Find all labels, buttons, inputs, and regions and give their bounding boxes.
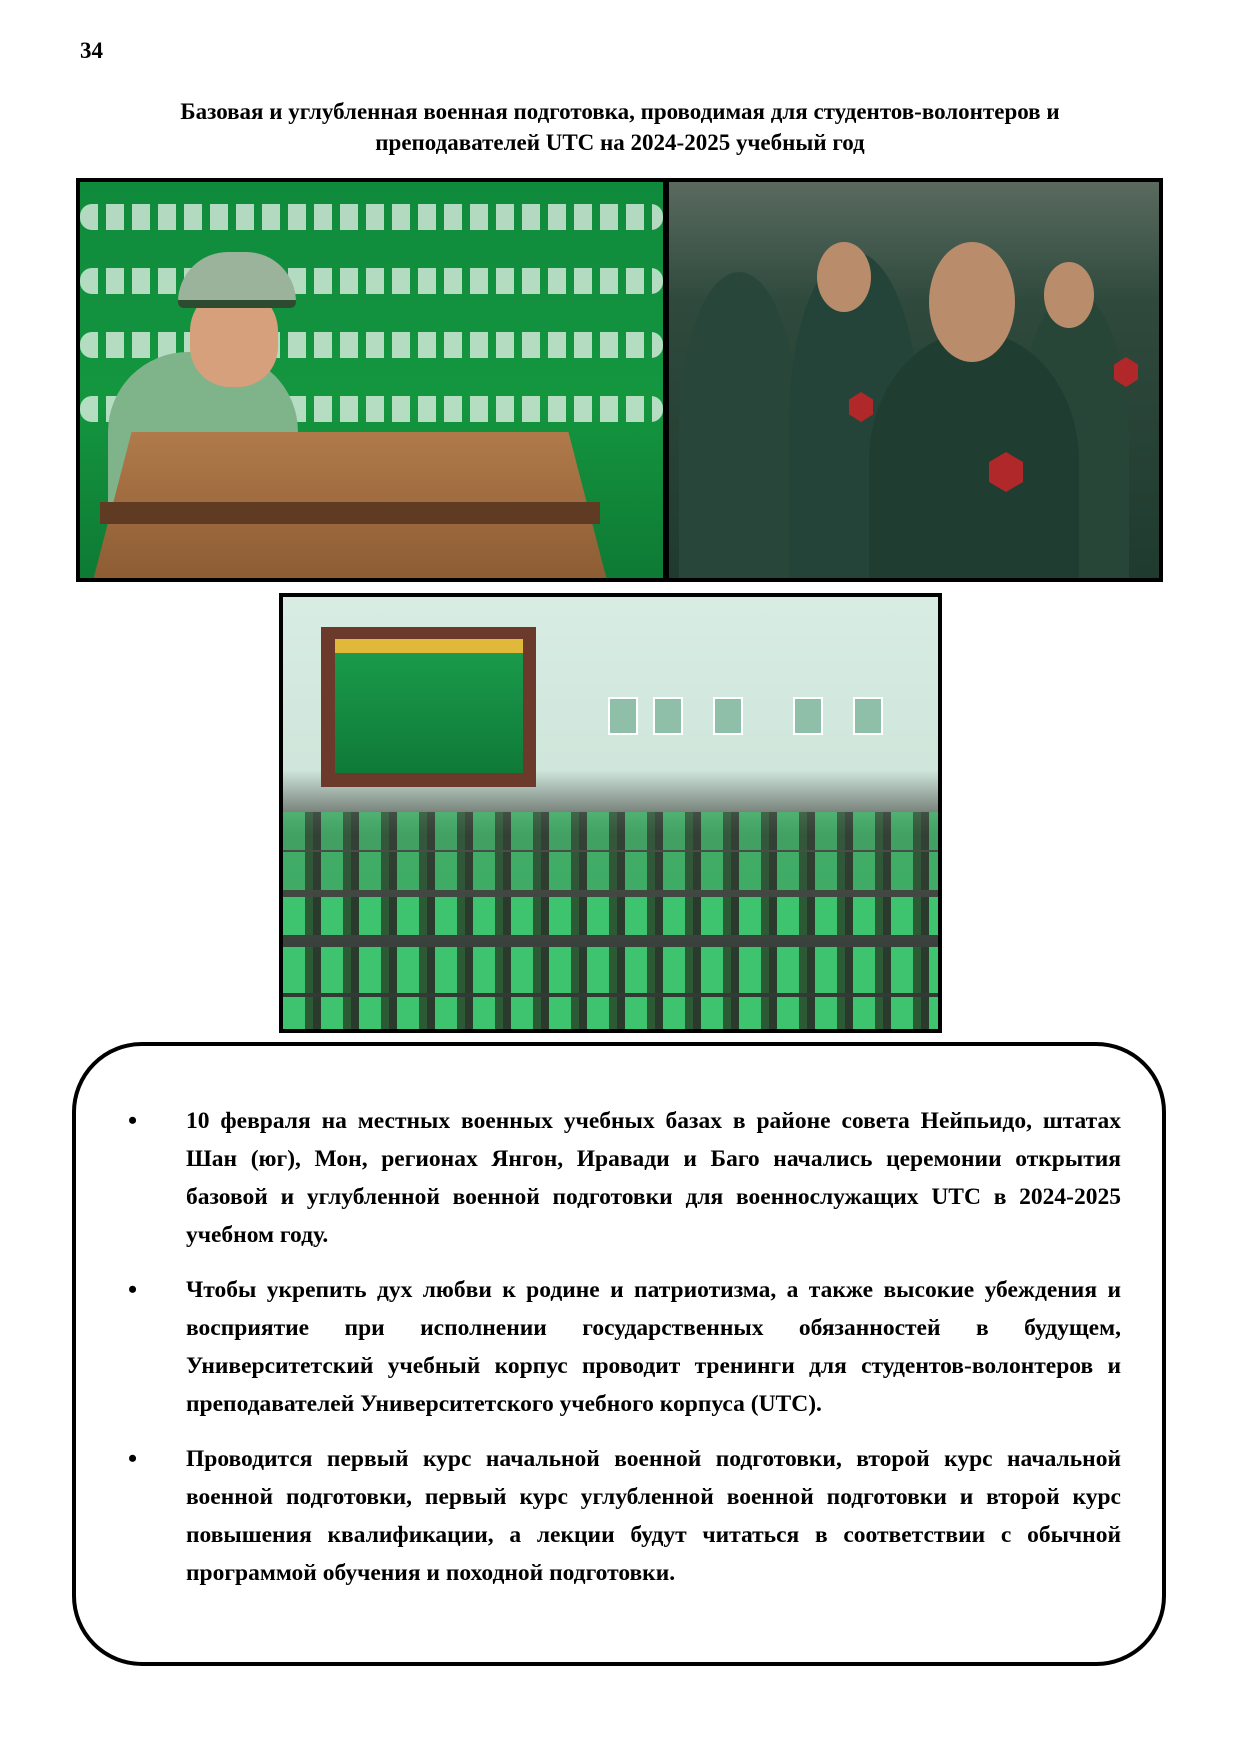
- summary-box: [72, 1042, 1166, 1666]
- bullet-item: [106, 1271, 1121, 1423]
- bullet-marker: •: [128, 1275, 138, 1304]
- page-title-line-1: Базовая и углубленная военная подготовка, проводимая для студентов-волонтеров и: [180, 99, 1060, 124]
- cadet-figure-front: [869, 332, 1079, 578]
- window: [608, 697, 638, 735]
- page-title: [100, 96, 1140, 158]
- banner-text-decoration: [80, 268, 663, 294]
- chair-row: [283, 947, 938, 993]
- bullet-list: [106, 1102, 1121, 1609]
- window: [853, 697, 883, 735]
- bullet-item: [106, 1440, 1121, 1592]
- hall-photo: [279, 593, 942, 1033]
- window: [653, 697, 683, 735]
- banner-text-decoration: [80, 204, 663, 230]
- top-photo-strip: [76, 178, 1163, 582]
- window: [793, 697, 823, 735]
- cadet-face: [1044, 262, 1094, 328]
- bullet-marker: •: [128, 1106, 138, 1135]
- chair-row: [283, 897, 938, 935]
- speaker-photo: [80, 182, 663, 578]
- bullet-item: [106, 1102, 1121, 1254]
- window: [713, 697, 743, 735]
- stage-curtain: [335, 639, 523, 773]
- bullet-marker: •: [128, 1444, 138, 1473]
- bullet-text: 10 февраля на местных военных учебных базах в районе совета Нейпьидо, штатах Шан (юг), Мон, регионах Янгон, Иравади и Баго начались церемонии открытия базовой и углубленной военной подготовки для военнослужащих UTC в 2024-2025 учебном году.: [186, 1108, 1121, 1248]
- chair-row: [283, 997, 938, 1033]
- bullet-text: Чтобы укрепить дух любви к родине и патриотизма, а также высокие убеждения и восприятие при исполнении государственных обязанностей в будущем, Университетский учебный корпус проводит тренинги для студентов-волонтеров и преподавателей Университетского учебного корпуса (UTC).: [186, 1277, 1121, 1417]
- cadet-figure: [679, 272, 799, 578]
- page-title-line-2: преподавателей UTC на 2024-2025 учебный год: [375, 130, 865, 155]
- cadet-face: [929, 242, 1015, 362]
- speaker-cap: [178, 252, 296, 308]
- bullet-text: Проводится первый курс начальной военной подготовки, второй курс начальной военной подготовки, первый курс углубленной военной подготовки и второй курс повышения квалификации, а лекции будут читаться в соответствии с обычной программой обучения и походной подготовки.: [186, 1446, 1121, 1586]
- cadets-photo: [669, 182, 1159, 578]
- podium-band: [100, 502, 600, 524]
- cadet-face: [817, 242, 871, 312]
- chair-row: [283, 812, 938, 850]
- page-number: 34: [80, 38, 103, 63]
- chair-row: [283, 852, 938, 890]
